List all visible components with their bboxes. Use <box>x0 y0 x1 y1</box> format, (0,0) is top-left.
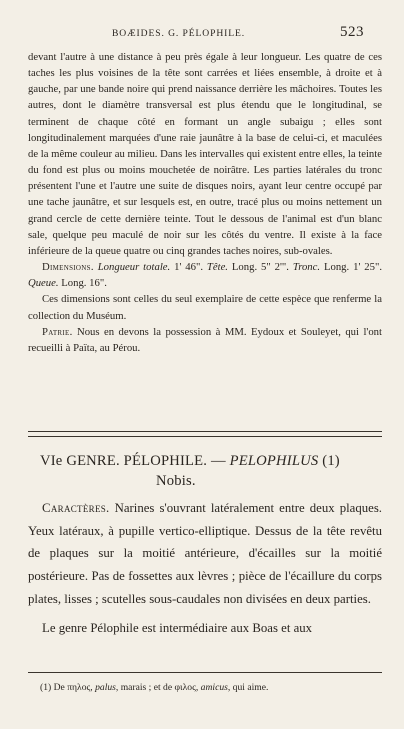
dimensions-total-length: Longueur totale. <box>97 261 171 274</box>
species-description-block <box>28 49 382 356</box>
dimensions-trunk: Tronc. <box>292 261 321 274</box>
footnote: (1) De πηλος, palus, marais ; et de φιλος, amicus, qui aime. <box>40 682 269 693</box>
dimensions-head-value: Long. 5" 2'". <box>227 261 293 274</box>
patrie-text: Nous en devons la possession à MM. Eydoux et Souleyet, qui l'ont recueilli à Païta, au Pérou. <box>28 325 382 354</box>
description-paragraph: devant l'autre à une distance à peu près égale à leur longueur. Les quatre de ces taches les plus voisines de la tête sont carrées et liées ensemble, à droite et à gauche, par une bande noire qui prend naissance derrière les mâchoires. Toutes les autres, dont le diamètre transversal est plus étendu que le longitudinal, se terminent de chaque côté en formant un angle subaigu ; elles sont longitudinalement marquées d'une raie jaunâtre à la base de celui-ci, et maculées de la même couleur au milieu. Dans les intervalles qui existent entre elles, la teinte du fond est plus ou moins mouchetée de noirâtre. Les parties latérales du tronc présentent l'une et l'autre une suite de disques noirs, ayant leur centre occupé par une tache jaunâtre, et sur lesquels est, en outre, tracé plus ou moins nettement un grand cercle de cette dernière teinte. Tout le dessous de l'animal est d'un blanc sale, quelque peu maculé de noir sur les côtés du ventre. Il existe à la face inférieure de la queue quatre ou cinq grandes taches noires, sub-ovales. <box>28 51 382 257</box>
genre-intro-paragraph: Le genre Pélophile est intermédiaire aux Boas et aux <box>42 620 313 635</box>
page-number: 523 <box>340 24 364 40</box>
footnote-rule <box>28 672 382 673</box>
genre-heading <box>40 451 380 491</box>
genre-characters-block <box>28 497 382 639</box>
footnote-latin-2: amicus <box>200 682 228 693</box>
patrie-paragraph <box>28 324 382 356</box>
dimensions-paragraph <box>28 259 382 291</box>
genre-title: VIe GENRE. PÉLOPHILE. — <box>40 453 230 469</box>
section-divider <box>28 431 382 437</box>
characters-text: Narines s'ouvrant latéralement entre deux plaques. Yeux latéraux, à pupille vertico-elliptique. Dessus de la tête revêtu de plaques sur la moitié antérieure, d'écailles sur la moitié postérieure. Pas de fossettes aux lèvres ; pièce de l'écaillure du corps plates, lisses ; scutelles sous-caudales non divisées en deux parties. <box>28 501 382 606</box>
footnote-text: De <box>53 682 68 693</box>
running-title: BOÆIDES. G. PÉLOPHILE. <box>112 28 246 39</box>
footnote-mark: (1) <box>40 682 54 693</box>
genre-heading-line <box>40 451 380 471</box>
characters-paragraph <box>28 497 382 611</box>
dimensions-label: Dimensions. <box>42 261 94 274</box>
genre-author: Nobis. <box>156 473 196 489</box>
running-header <box>0 24 404 44</box>
genre-latin-name: PELOPHILUS <box>229 453 319 469</box>
dimensions-head: Tête. <box>206 261 228 274</box>
footnote-greek-1: πηλος <box>67 682 91 693</box>
dimensions-tail: Queue. <box>28 277 59 290</box>
footnote-text-mid: , marais ; et de <box>115 682 175 693</box>
characters-label: Caractères. <box>42 501 110 515</box>
patrie-label: Patrie. <box>42 325 73 338</box>
footnote-ref: (1) <box>318 453 340 469</box>
specimen-note: Ces dimensions sont celles du seul exemplaire de cette espèce que renferme la collection du Muséum. <box>28 293 382 322</box>
footnote-greek-2: φιλος <box>174 682 196 693</box>
dimensions-total-value: 1' 46". <box>170 261 207 274</box>
footnote-text-end: , qui aime. <box>227 682 269 693</box>
footnote-latin-1: palus <box>95 682 116 693</box>
dimensions-tail-value: Long. 16". <box>58 277 107 290</box>
dimensions-trunk-value: Long. 1' 25". <box>320 261 382 274</box>
